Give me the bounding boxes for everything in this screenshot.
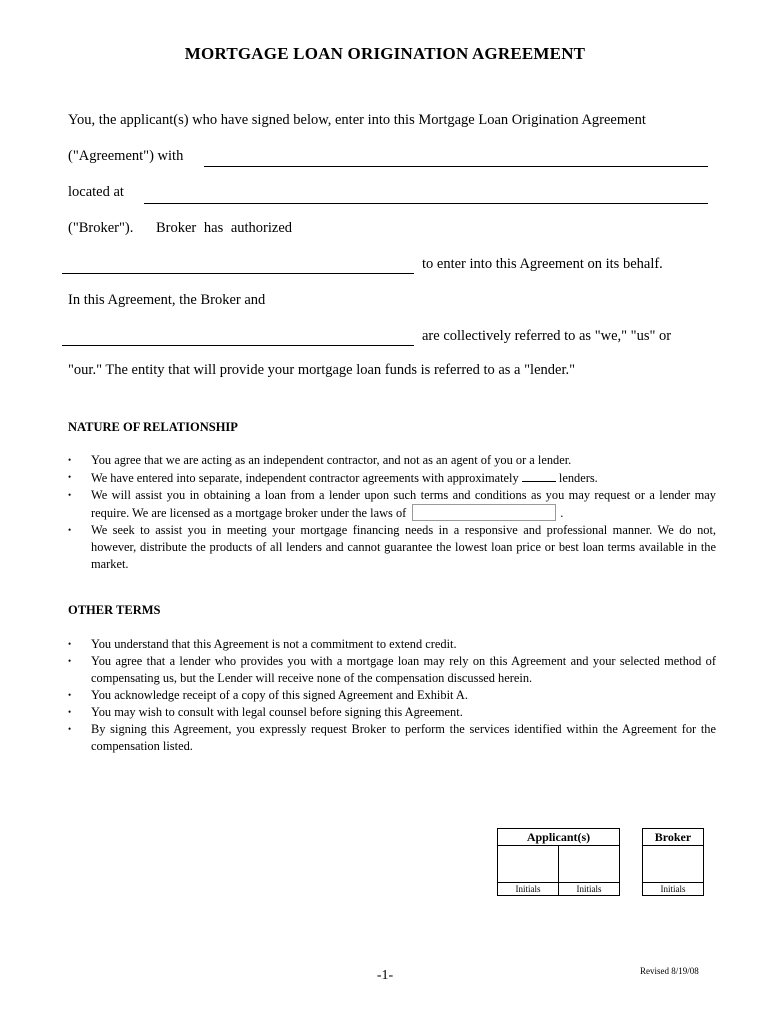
state-input[interactable] bbox=[412, 504, 556, 521]
list-item bbox=[68, 522, 716, 573]
other-bullet-1-text: You understand that this Agreement is not a commitment to extend credit. bbox=[91, 637, 457, 651]
list-item bbox=[68, 487, 716, 522]
other-bullet-5-text: By signing this Agreement, you expressly request Broker to perform the services identified within the Agreement for the compensation listed. bbox=[91, 722, 716, 753]
applicant-1-initials-box[interactable] bbox=[498, 846, 559, 883]
list-item bbox=[68, 687, 716, 704]
bullet-icon: • bbox=[68, 690, 72, 700]
list-item bbox=[68, 636, 716, 653]
list-item bbox=[68, 653, 716, 687]
intro-line-1: You, the applicant(s) who have signed below, enter into this Mortgage Loan Origination Agreement bbox=[68, 112, 646, 128]
page-number: -1- bbox=[376, 968, 394, 983]
agreement-with-label: ("Agreement") with bbox=[68, 148, 184, 164]
bullet-icon: • bbox=[68, 656, 72, 666]
broker-label: ("Broker"). bbox=[68, 220, 134, 236]
nature-bullet-2-text-post: lenders. bbox=[558, 471, 598, 485]
other-terms-bullet-list bbox=[68, 636, 716, 755]
broker-authorized-label: Broker has authorized bbox=[156, 220, 293, 236]
broker-name-blank[interactable] bbox=[204, 166, 708, 167]
broker-address-blank[interactable] bbox=[144, 203, 708, 204]
initials-table bbox=[497, 828, 704, 896]
located-at-label: located at bbox=[68, 184, 124, 200]
lender-count-blank[interactable] bbox=[522, 469, 556, 482]
applicants-header: Applicant(s) bbox=[498, 829, 620, 846]
bullet-icon: • bbox=[68, 707, 72, 717]
document-title: MORTGAGE LOAN ORIGINATION AGREEMENT bbox=[184, 44, 586, 63]
collectively-referred-text: are collectively referred to as "we," "us" or bbox=[422, 328, 672, 344]
applicant-2-initials-box[interactable] bbox=[559, 846, 620, 883]
broker-initials-label: Initials bbox=[643, 883, 704, 896]
broker-initials-box[interactable] bbox=[643, 846, 704, 883]
nature-bullet-3-text-post: . bbox=[560, 506, 564, 520]
bullet-icon: • bbox=[68, 455, 72, 465]
other-bullet-4-text: You may wish to consult with legal counsel before signing this Agreement. bbox=[91, 705, 463, 719]
authorized-agent-blank[interactable] bbox=[62, 273, 414, 274]
applicant-1-initials-label: Initials bbox=[498, 883, 559, 896]
nature-bullet-list bbox=[68, 452, 716, 573]
nature-bullet-2-text-pre: We have entered into separate, independent contractor agreements with approximately bbox=[91, 471, 519, 485]
loan-originator-blank[interactable] bbox=[62, 345, 414, 346]
list-item bbox=[68, 721, 716, 755]
table-spacer bbox=[620, 829, 643, 896]
bullet-icon: • bbox=[68, 724, 72, 734]
broker-and-text: In this Agreement, the Broker and bbox=[68, 292, 266, 308]
list-item bbox=[68, 469, 716, 487]
revision-date: Revised 8/19/08 bbox=[640, 966, 699, 976]
authorized-agent-text: to enter into this Agreement on its behalf. bbox=[422, 256, 663, 272]
nature-bullet-4-text: We seek to assist you in meeting your mortgage financing needs in a responsive and professional manner. We do not, however, distribute the products of all lenders and cannot guarantee the lowest loan price or best loan terms available in the market. bbox=[91, 523, 716, 571]
lender-definition-text: "our." The entity that will provide your mortgage loan funds is referred to as a "lender." bbox=[68, 362, 576, 378]
list-item bbox=[68, 452, 716, 469]
nature-bullet-1-text: You agree that we are acting as an independent contractor, and not as an agent of you or a lender. bbox=[91, 453, 572, 467]
bullet-icon: • bbox=[68, 490, 72, 500]
other-terms-heading: OTHER TERMS bbox=[68, 603, 161, 617]
bullet-icon: • bbox=[68, 525, 72, 535]
broker-header: Broker bbox=[643, 829, 704, 846]
bullet-icon: • bbox=[68, 472, 72, 482]
nature-bullet-3-text-pre: We will assist you in obtaining a loan from a lender upon such terms and conditions as you may request or a lender may require. We are licensed as a mortgage broker under the laws of bbox=[91, 488, 716, 520]
applicant-2-initials-label: Initials bbox=[559, 883, 620, 896]
other-bullet-2-text: You agree that a lender who provides you with a mortgage loan may rely on this Agreement and your selected method of compensating us, but the Lender will receive none of the compensation discussed herein. bbox=[91, 654, 716, 685]
list-item bbox=[68, 704, 716, 721]
bullet-icon: • bbox=[68, 639, 72, 649]
nature-of-relationship-heading: NATURE OF RELATIONSHIP bbox=[68, 420, 238, 434]
other-bullet-3-text: You acknowledge receipt of a copy of this signed Agreement and Exhibit A. bbox=[91, 688, 468, 702]
